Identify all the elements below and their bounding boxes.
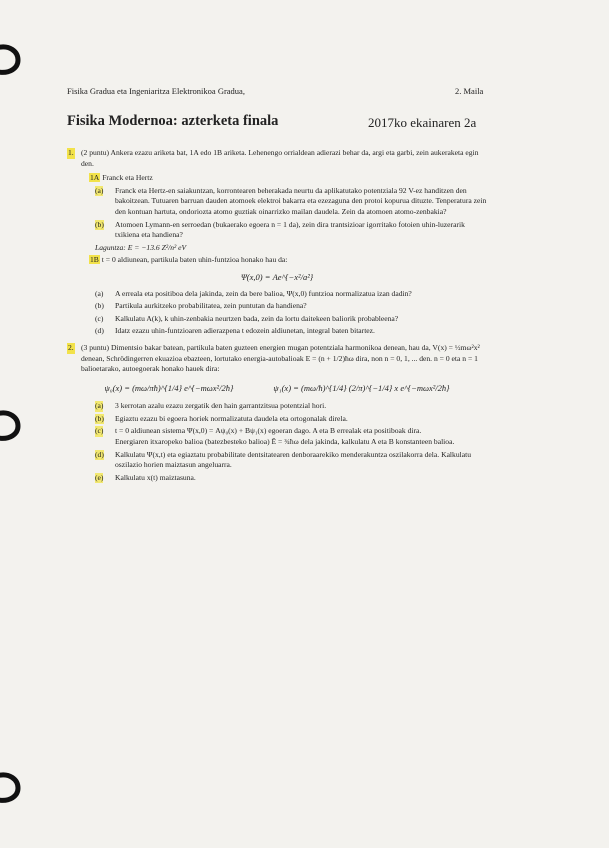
q1b-part-a bbox=[67, 289, 487, 300]
q1a-part-b bbox=[67, 220, 487, 241]
q2-part-b-label: (b) bbox=[95, 413, 104, 423]
q2-part-e-text: Kalkulatu x(t) maiztasuna. bbox=[115, 472, 196, 482]
punch-hole-top bbox=[0, 42, 26, 76]
q1b-part-b bbox=[67, 301, 487, 312]
exam-date: 2017ko ekainaren 2a bbox=[368, 115, 477, 130]
q2-part-b-text: Egiaztu ezazu bi egoera horiek normalizatuta daudela eta ortogonalak direla. bbox=[115, 413, 348, 423]
q2-part-b bbox=[67, 414, 487, 425]
page-title: Fisika Modernoa: azterketa finala bbox=[67, 113, 279, 129]
header-right: 2. Maila bbox=[455, 86, 484, 96]
q1b-part-d bbox=[67, 326, 487, 337]
q2-part-c bbox=[67, 426, 487, 447]
q1a-part-b-label: (b) bbox=[95, 219, 104, 229]
question-2-number: 2. bbox=[68, 342, 74, 352]
q1b-part-c-label: (c) bbox=[95, 313, 104, 323]
q1b-part-a-text: A erreala eta positiboa dela jakinda, zein da bere balioa, Ψ(x,0) funtzioa normalizatua izan dadin? bbox=[115, 288, 412, 298]
exam-content bbox=[67, 148, 487, 485]
q1a-part-b-text: Atomoen Lymann-en serroedan (bukaerako egoera n = 1 da), zein dira trantsizioar igorritako fotoien uhin-luzerarik txikiena eta handiena? bbox=[115, 219, 465, 240]
header-left: Fisika Gradua eta Ingeniaritza Elektronikoa Gradua, bbox=[67, 86, 245, 96]
question-1 bbox=[67, 148, 487, 169]
q2-part-d-label: (d) bbox=[95, 449, 104, 459]
q2-part-e bbox=[67, 473, 487, 484]
option-1a bbox=[67, 173, 487, 184]
question-1-number: 1. bbox=[68, 148, 74, 157]
q1b-part-a-label: (a) bbox=[95, 288, 104, 298]
q2-equations bbox=[67, 383, 487, 394]
q1a-part-a bbox=[67, 186, 487, 218]
q1a-hint bbox=[67, 243, 487, 254]
q2-part-a-text: 3 kerrotan azalu ezazu zergatik den hain garrantzitsua potentzial hori. bbox=[115, 401, 327, 411]
q2-equation-psi0: ψ₀(x) = (mω/πħ)^{1/4} e^{−mωx²/2ħ} bbox=[104, 382, 234, 393]
q1b-part-c-text: Kalkulatu A(k), k uhin-zenbakia neurtzen bada, zein da lortu daitekeen baliorik probableena? bbox=[115, 313, 399, 323]
q1a-part-a-text: Franck eta Hertz-en saiakuntzan, korrontearen beherakada neurtu da aplikatutako potentziala 92 V-ez handitzen den bakoitzean. Tutuaren barruan dauden atomoek elektroi bakarra eta ezezaguna den protoi kopurua dituzte. Tenperatura zein den kontuan hartuta, ondoriozta atomo guztiak oinarrizko mailan daudela. Zein da atomoen atomo-zenbakia? bbox=[115, 185, 487, 216]
option-1a-title: Franck eta Hertz bbox=[102, 173, 153, 183]
q1a-part-a-label: (a) bbox=[95, 185, 104, 195]
q1b-part-d-text: Idatz ezazu uhin-funtzioaren adierazpena t edozein aldiunetan, integral baten bitartez. bbox=[115, 326, 375, 336]
q2-part-c-text-2: Energiaren itxaropeko balioa (batezbesteko balioa) Ē = ¾ħω dela jakinda, kalkulatu A eta B konstanteen balioa. bbox=[115, 437, 455, 447]
question-1-text: (2 puntu) Ankera ezazu ariketa bat, 1A edo 1B ariketa. Lehenengo orrialdean adierazi behar da, argi eta garbi, zein aukeraketa egin den. bbox=[81, 148, 479, 168]
q2-part-c-label: (c) bbox=[95, 426, 104, 436]
option-1b bbox=[67, 255, 487, 266]
q1a-hint-equation: E = −13.6 Z²/n² eV bbox=[127, 242, 187, 252]
option-1a-label: 1A bbox=[90, 173, 100, 183]
q2-part-a bbox=[67, 401, 487, 412]
q2-part-a-label: (a) bbox=[95, 401, 104, 411]
q1a-hint-label: Laguntza: bbox=[95, 242, 126, 252]
q2-part-d bbox=[67, 450, 487, 471]
question-2 bbox=[67, 343, 487, 375]
option-1b-label: 1B bbox=[90, 255, 99, 265]
option-1b-intro: t = 0 aldiunean, partikula baten uhin-funtzioa honako hau da: bbox=[101, 255, 288, 265]
q1b-part-b-label: (b) bbox=[95, 301, 104, 311]
q2-part-d-text: Kalkulatu Ψ(x,t) eta egiaztatu probabilitate dentsitatearen denboraarekiko menderakuntza oszilakorra dela. Kalkulatu oszilazio horien maiztasun angeluarra. bbox=[115, 449, 472, 470]
q2-equation-psi1: ψ₁(x) = (mω/ħ)^{1/4} (2/π)^{−1/4} x e^{−mωx²/2ħ} bbox=[273, 382, 450, 393]
q1b-equation: Ψ(x,0) = Ae^{−x²/a²} bbox=[240, 271, 314, 282]
question-2-text: (3 puntu) Dimentsio bakar batean, partikula baten guzteen energien mugan potentziala harmonikoa denean, hau da, V(x) = ½mω²x² denean, Schrödingerren ekuazioa ebazteen, lortutako energia-autobalioak E = (n + 1/2)ħω dira, non n = 0, 1, ... den. n = 0 eta n = 1 balioetarako, autoegoerak honako hauek dira: bbox=[81, 342, 480, 374]
punch-hole-middle bbox=[0, 408, 26, 442]
q2-part-e-label: (e) bbox=[95, 472, 104, 482]
q1b-part-d-label: (d) bbox=[95, 326, 104, 336]
punch-hole-bottom bbox=[0, 770, 26, 804]
q1b-part-c bbox=[67, 314, 487, 325]
q2-part-c-text-1: t = 0 aldiunean sistema Ψ(x,0) = Aψ₀(x) + Bψ₁(x) egoeran dago. A eta B errealak eta positiboak dira. bbox=[115, 426, 422, 436]
q1b-part-b-text: Partikula aurkitzeko probabilitatea, zein puntutan da handiena? bbox=[115, 301, 307, 311]
